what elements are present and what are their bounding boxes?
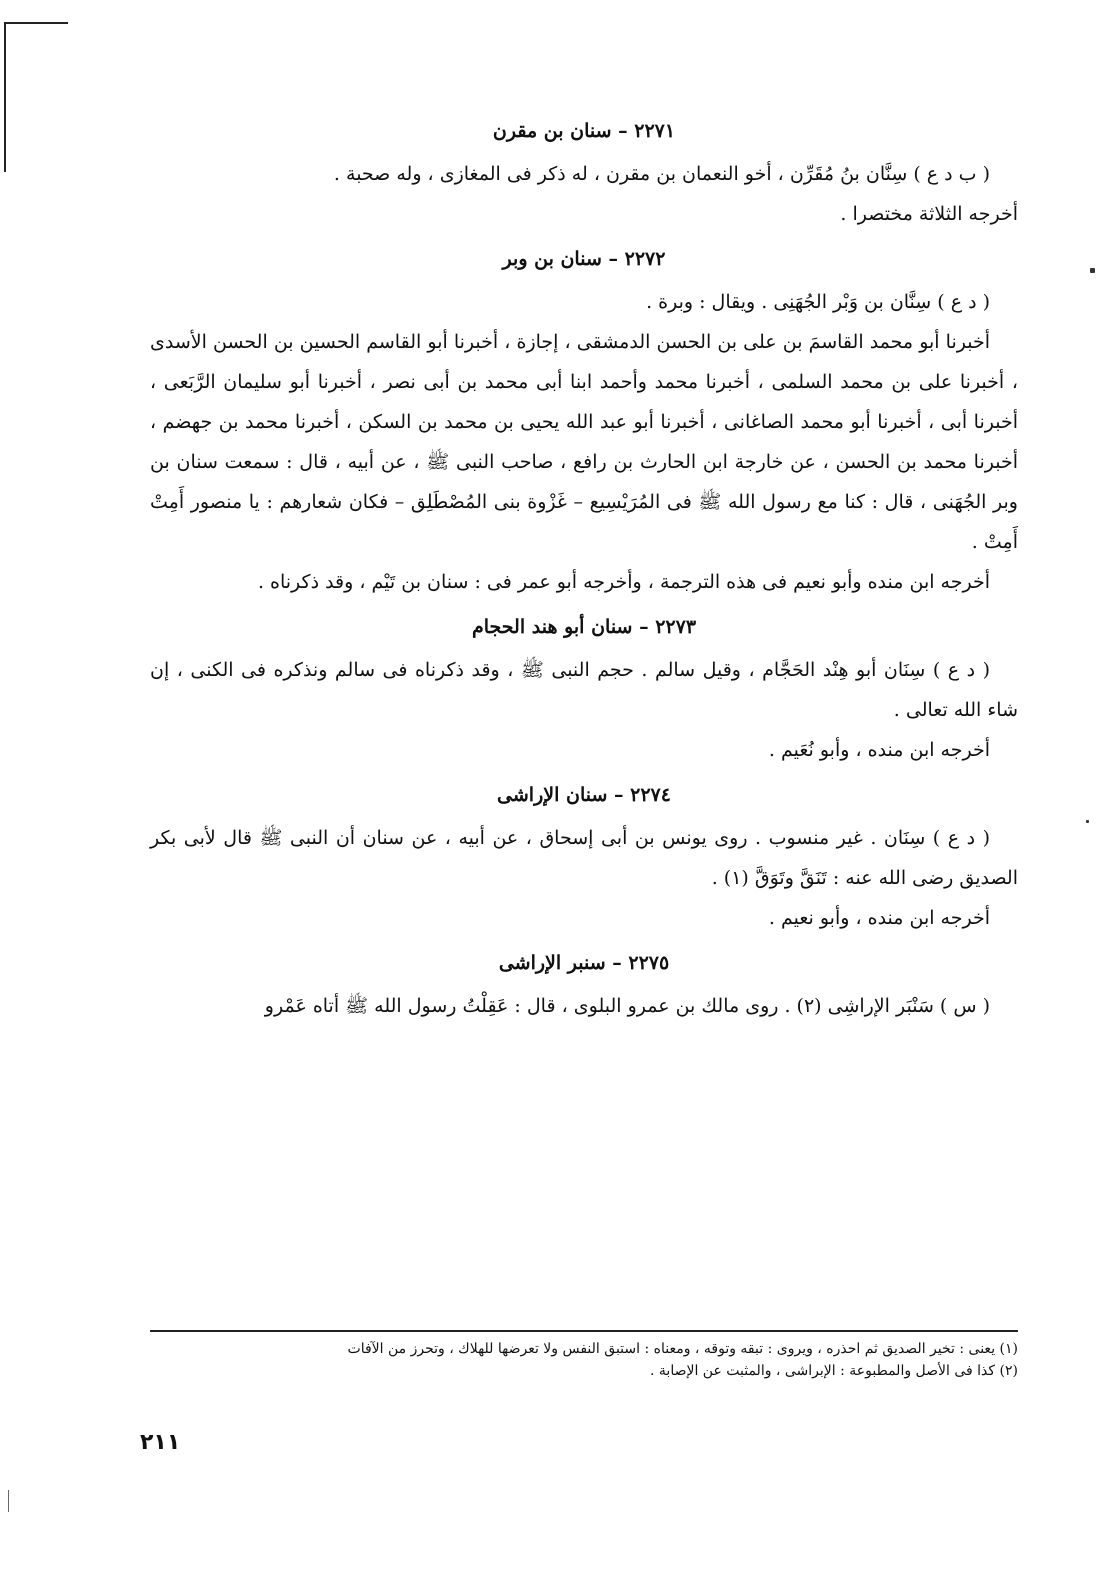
entry-paragraph: ( د ع ) سِنَان أبو هِنْد الحَجَّام ، وقيل سالم . حجم النبى ﷺ ، وقد ذكرناه فى سالم ونذكره فى الكنى ، إن شاء الله تعالى . — [150, 659, 1018, 721]
footnotes — [150, 1330, 1018, 1382]
scan-edge-mark — [8, 1490, 9, 1512]
entry-paragraph: أخبرنا أبو محمد القاسمَ بن على بن الحسن الدمشقى ، إجازة ، أخبرنا أبو القاسم الحسين بن الحسن الأسدى ، أخبرنا على بن محمد السلمى ، أخبرنا محمد وأحمد ابنا أبى محمد بن أبى نصر ، أخبرنا أبو سليمان الرَّبَعى ، أخبرنا أبى ، أخبرنا أبو محمد الصاغانى ، أخبرنا أبو عبد الله يحيى بن محمد بن السكن ، أخبرنا محمد بن جهضم ، أخبرنا محمد بن الحسن ، عن خارجة ابن الحارث بن رافع ، صاحب النبى ﷺ ، عن أبيه ، قال : سمعت سنان بن وبر الجُهَنى ، قال : كنا مع رسول الله ﷺ فى المُرَيْسِيع – غَزْوة بنى المُصْطَلِق – فكان شعارهم : يا منصور أَمِتْ أَمِتْ . — [150, 331, 1018, 553]
scan-border-mark — [4, 22, 68, 24]
footnote: (١) يعنى : تخير الصديق ثم احذره ، ويروى : تبقه وتوقه ، ومعناه : استبق النفس ولا تعرضها للهلاك ، وتحرز من الآفات — [347, 1341, 1018, 1357]
scan-dot — [1086, 820, 1089, 823]
entry-heading: ٢٢٧٤ – سنان الإراشى — [497, 784, 671, 806]
entry-heading: ٢٢٧٥ – سنبر الإراشى — [498, 952, 670, 974]
entry-paragraph: ( س ) سَنْبَر الإراشِى (٢) . روى مالك بن عمرو البلوى ، قال : عَقِلْتُ رسول الله ﷺ أتاه عَمْرو — [264, 995, 990, 1017]
entry-paragraph: أخرجه ابن منده وأبو نعيم فى هذه الترجمة ، وأخرجه أبو عمر فى : سنان بن تَيْم ، وقد ذكرناه . — [257, 571, 990, 593]
entry-heading: ٢٢٧٢ – سنان بن وبر — [502, 248, 666, 270]
main-text — [150, 112, 1018, 1026]
entry-paragraph: ( ب د ع ) سِنَّان بنُ مُقَرِّن ، أخو النعمان بن مقرن ، له ذكر فى المغازى ، وله صحبة . — [333, 163, 990, 185]
footnote-divider — [150, 1330, 1018, 1332]
entry-paragraph: أخرجه الثلاثة مختصرا . — [840, 203, 1018, 225]
scan-border-mark — [4, 22, 6, 172]
entry-paragraph: ( د ع ) سِنَّان بن وَبْر الجُهَنِى . ويقال : وبرة . — [646, 291, 990, 313]
entry-paragraph: أخرجه ابن منده ، وأبو نعيم . — [768, 907, 990, 929]
page-number: ٢١١ — [140, 1430, 181, 1455]
footnote: (٢) كذا فى الأصل والمطبوعة : الإبراشى ، والمثبت عن الإصابة . — [650, 1363, 1018, 1379]
entry-paragraph: أخرجه ابن منده ، وأبو نُعَيم . — [768, 739, 990, 761]
scan-dot — [1090, 268, 1095, 273]
entry-heading: ٢٢٧١ – سنان بن مقرن — [492, 120, 676, 142]
entry-paragraph: ( د ع ) سِنَان . غير منسوب . روى يونس بن أبى إسحاق ، عن أبيه ، عن سنان أن النبى ﷺ قال لأبى بكر الصديق رضى الله عنه : تَنَقَّ وتَوَقَّ (١) . — [150, 827, 1018, 889]
entry-heading: ٢٢٧٣ – سنان أبو هند الحجام — [471, 616, 697, 638]
